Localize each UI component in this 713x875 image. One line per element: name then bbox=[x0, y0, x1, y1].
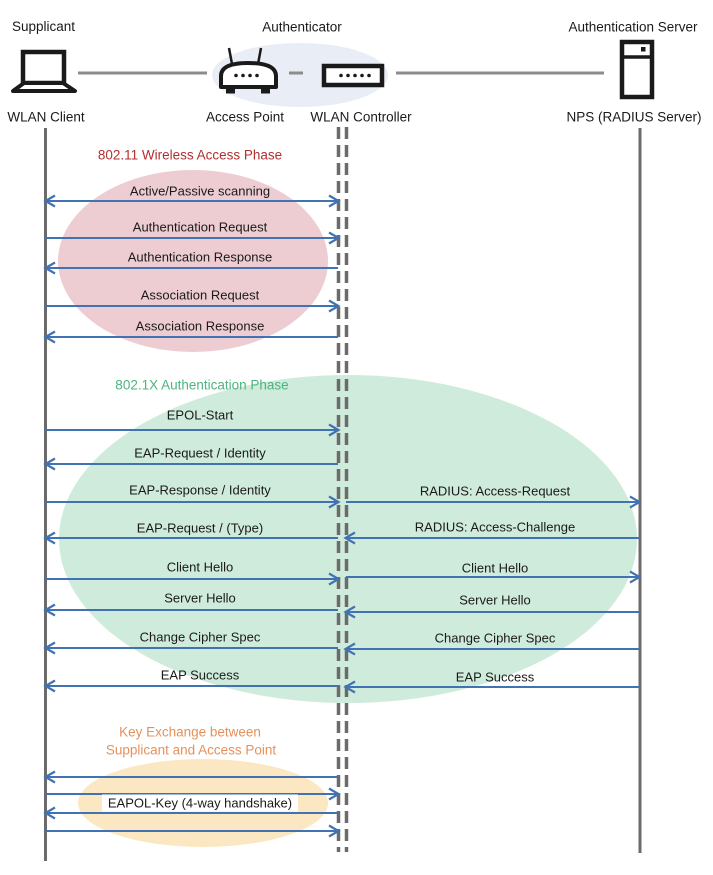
device-label-access-point: Access Point bbox=[205, 109, 285, 125]
role-label-authentication-server: Authentication Server bbox=[568, 19, 698, 35]
message-label-eapol_key: EAPOL-Key (4-way handshake) bbox=[102, 795, 298, 812]
phase-title-authentication: 802.1X Authentication Phase bbox=[115, 377, 289, 393]
message-label-server_hello_right: Server Hello bbox=[459, 592, 531, 608]
message-label-scanning: Active/Passive scanning bbox=[129, 183, 271, 199]
role-label-authenticator: Authenticator bbox=[262, 19, 342, 35]
message-label-eap_success_right: EAP Success bbox=[455, 669, 535, 685]
message-label-eap_request_type: EAP-Request / (Type) bbox=[136, 520, 264, 536]
message-label-auth_request: Authentication Request bbox=[132, 219, 268, 235]
role-label-supplicant: Supplicant bbox=[12, 19, 76, 34]
message-label-assoc_request: Association Request bbox=[140, 287, 260, 303]
message-label-eap_success_left: EAP Success bbox=[160, 667, 240, 683]
phase-title-key-exchange-line1: Key Exchange between bbox=[119, 724, 261, 740]
message-label-client_hello_left: Client Hello bbox=[166, 559, 234, 575]
device-label-wlan-client: WLAN Client bbox=[7, 109, 85, 125]
message-label-change_cipher_spec_left: Change Cipher Spec bbox=[139, 629, 261, 645]
message-label-radius_access_request: RADIUS: Access-Request bbox=[419, 483, 571, 499]
phase-title-key-exchange-line2: Supplicant and Access Point bbox=[105, 742, 277, 758]
message-label-radius_access_challenge: RADIUS: Access-Challenge bbox=[414, 519, 576, 535]
message-label-assoc_response: Association Response bbox=[135, 318, 265, 334]
message-label-eap_response_identity: EAP-Response / Identity bbox=[129, 482, 271, 498]
device-label-wlan-controller: WLAN Controller bbox=[310, 109, 412, 125]
message-label-epol_start: EPOL-Start bbox=[166, 407, 234, 423]
device-label-nps: NPS (RADIUS Server) bbox=[566, 109, 702, 125]
message-label-auth_response: Authentication Response bbox=[127, 249, 273, 265]
message-label-client_hello_right: Client Hello bbox=[461, 560, 529, 576]
phase-title-wireless-access: 802.11 Wireless Access Phase bbox=[97, 147, 283, 163]
message-label-server_hello_left: Server Hello bbox=[164, 590, 236, 606]
message-label-eap_request_identity: EAP-Request / Identity bbox=[134, 445, 266, 461]
message-label-change_cipher_spec_right: Change Cipher Spec bbox=[434, 630, 556, 646]
